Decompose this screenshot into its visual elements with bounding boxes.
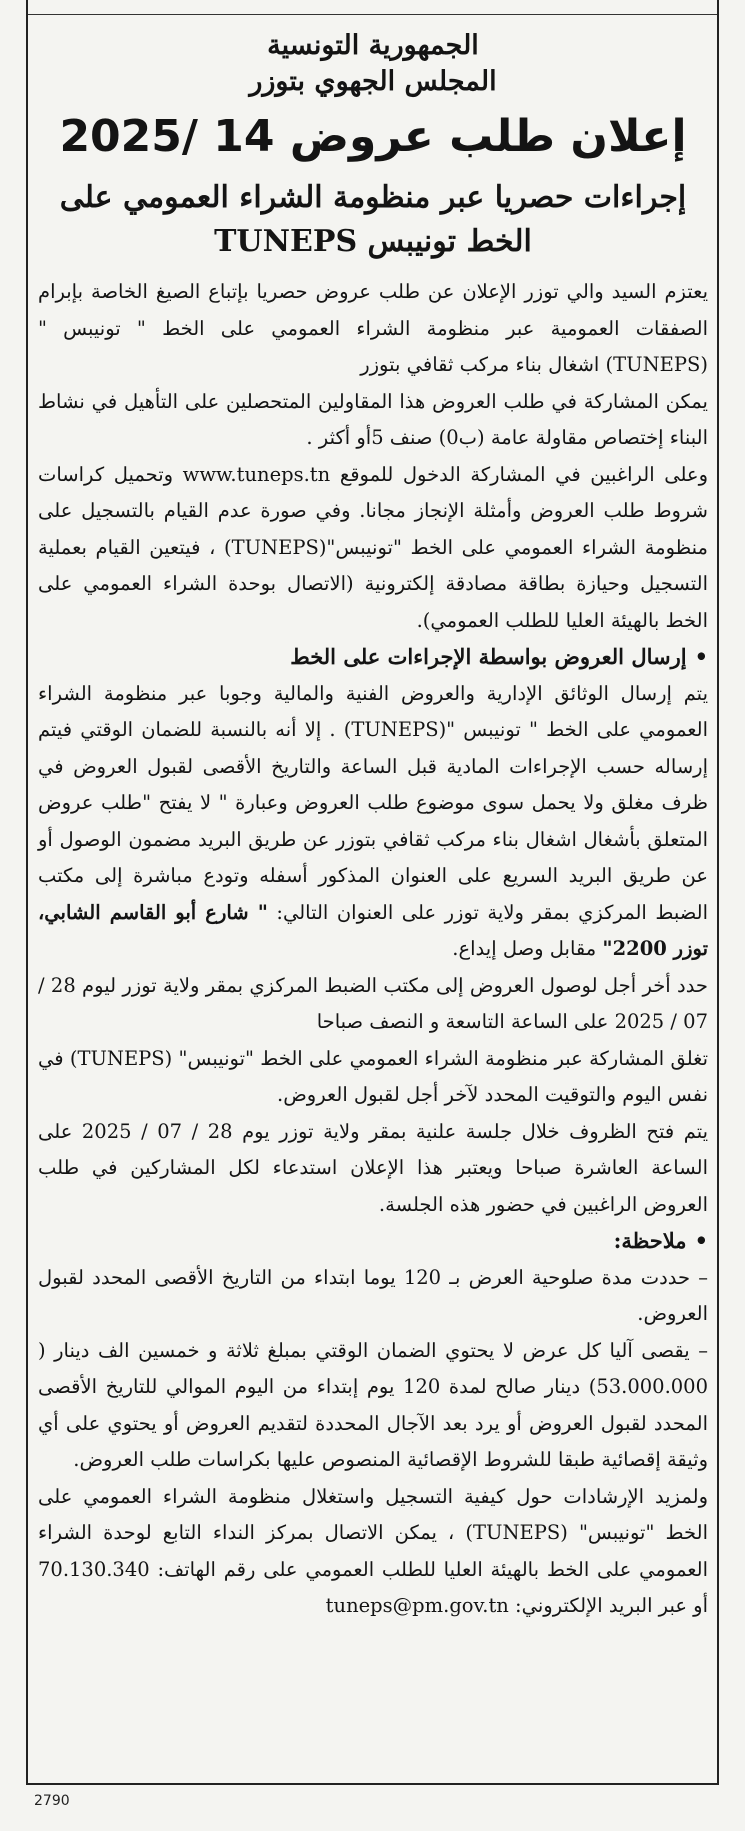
paragraph-intro: يعتزم السيد والي توزر الإعلان عن طلب عروض حصريا بإتباع الصيغ الخاصة بإبرام الصفقات العمومية عبر منظومة الشراء العمومي على الخط " تونيبس "(TUNEPS) اشغال بناء مركب ثقافي بتوزر bbox=[38, 280, 708, 376]
paragraph-opening: يتم فتح الظروف خلال جلسة علنية بمقر ولاية توزر يوم 28 / 07 / 2025 على الساعة العاشرة صباحا ويعتبر هذا الإعلان استدعاء لكل المشاركين في طلب العروض الراغبين في حضور هذه الجلسة. bbox=[38, 1119, 709, 1216]
paragraph-registration: وعلى الراغبين في المشاركة الدخول للموقع www.tuneps.tn وتحميل كراسات شروط طلب العروض وأمثلة الإنجاز مجانا. وفي صورة عدم القيام بالتسجيل على منظومة الشراء العمومي على الخط "تونيبس"(TUNEPS) ، فيتعين القيام بعملية التسجيل وحيازة بطاقة مصادقة إلكترونية (الاتصال بوحدة الشراء العمومي على الخط بالهيئة العليا للطلب العمومي). bbox=[38, 462, 709, 632]
republic-title: الجمهورية التونسية bbox=[267, 30, 479, 61]
submission-receipt: مقابل وصل إيداع. bbox=[452, 937, 597, 960]
council-title: المجلس الجهوي بتوزر bbox=[249, 66, 497, 97]
submission-address: " شارع أبو القاسم الشابي، توزر 2200" bbox=[38, 900, 708, 960]
notice-body bbox=[38, 274, 708, 1625]
bullet-icon: • bbox=[694, 1228, 708, 1253]
submission-text: يتم إرسال الوثائق الإدارية والعروض الفنية والمالية وجوبا عبر منظومة الشراء العمومي على الخط " تونيبس "(TUNEPS) . إلا أنه بالنسبة للضمان الوقتي فيتم إرساله حسب الإجراءات المادية قبل الساعة والتاريخ الأقصى لقبول العروض في ظرف مغلق ولا يحمل سوى موضوع طلب العروض وعبارة " لا يفتح "طلب عروض المتعلق بأشغال اشغال بناء مركب ثقافي بتوزر عن طريق البريد مضمون الوصول أو عن طريق البريد السريع على العنوان المذكور أسفله وتودع مباشرة إلى مكتب الضبط المركزي بمقر ولاية توزر على العنوان التالي: bbox=[38, 681, 709, 924]
section-heading-online-submission bbox=[38, 639, 708, 676]
clipping-code: 2790 bbox=[34, 1793, 70, 1809]
note-guarantee: – يقصى آليا كل عرض لا يحتوي الضمان الوقتي بمبلغ ثلاثة و خمسين الف دينار ( 53.000.000) دينار صالح لمدة 120 يوم إبتداء من اليوم الموالي للتاريخ الأقصى المحدد لقبول العروض أو يرد بعد الآجال المحددة لتقديم العروض أو يحتوي على أي وثيقة إقصائية طبقا للشروط الإقصائية المنصوص عليها بكراسات طلب العروض. bbox=[38, 1338, 708, 1471]
section-heading-notes bbox=[38, 1223, 708, 1260]
paragraph-contact: ولمزيد الإرشادات حول كيفية التسجيل واستغلال منظومة الشراء العمومي على الخط "تونيبس" (TUNEPS) ، يمكن الاتصال بمركز النداء التابع لوحدة الشراء العمومي على الخط بالهيئة العليا للطلب العمومي على رقم الهاتف: 70.130.340 أو عبر البريد الإلكتروني: tuneps@pm.gov.tn bbox=[38, 1484, 708, 1617]
notice-subtitle-line1: إجراءات حصريا عبر منظومة الشراء العمومي على bbox=[59, 180, 687, 215]
notice-content bbox=[38, 24, 708, 1625]
bullet-label: ملاحظة: bbox=[613, 1228, 687, 1253]
paragraph-deadline: حدد أخر أجل لوصول العروض إلى مكتب الضبط المركزي بمقر ولاية توزر ليوم 28 / 07 / 2025 على الساعة التاسعة و النصف صباحا bbox=[38, 973, 708, 1033]
notice-title: إعلان طلب عروض 14 /2025 bbox=[59, 111, 687, 162]
paragraph-submission bbox=[38, 676, 708, 968]
paragraph-closing: تغلق المشاركة عبر منظومة الشراء العمومي على الخط "تونيبس" (TUNEPS) في نفس اليوم والتوقيت المحدد لآخر أجل لقبول العروض. bbox=[38, 1046, 708, 1106]
bullet-icon: • bbox=[694, 644, 708, 669]
note-validity: – حددت مدة صلوحية العرض بـ 120 يوما ابتداء من التاريخ الأقصى المحدد لقبول العروض. bbox=[38, 1265, 708, 1325]
paragraph-eligibility: يمكن المشاركة في طلب العروض هذا المقاولين المتحصلين على التأهيل في نشاط البناء إختصاص مقاولة عامة (ب0) صنف 5أو أكثر . bbox=[38, 389, 708, 449]
notice-subtitle-line2: الخط تونيبس TUNEPS bbox=[214, 224, 532, 259]
notice-header bbox=[38, 28, 708, 264]
bullet-label: إرسال العروض بواسطة الإجراءات على الخط bbox=[290, 644, 687, 669]
